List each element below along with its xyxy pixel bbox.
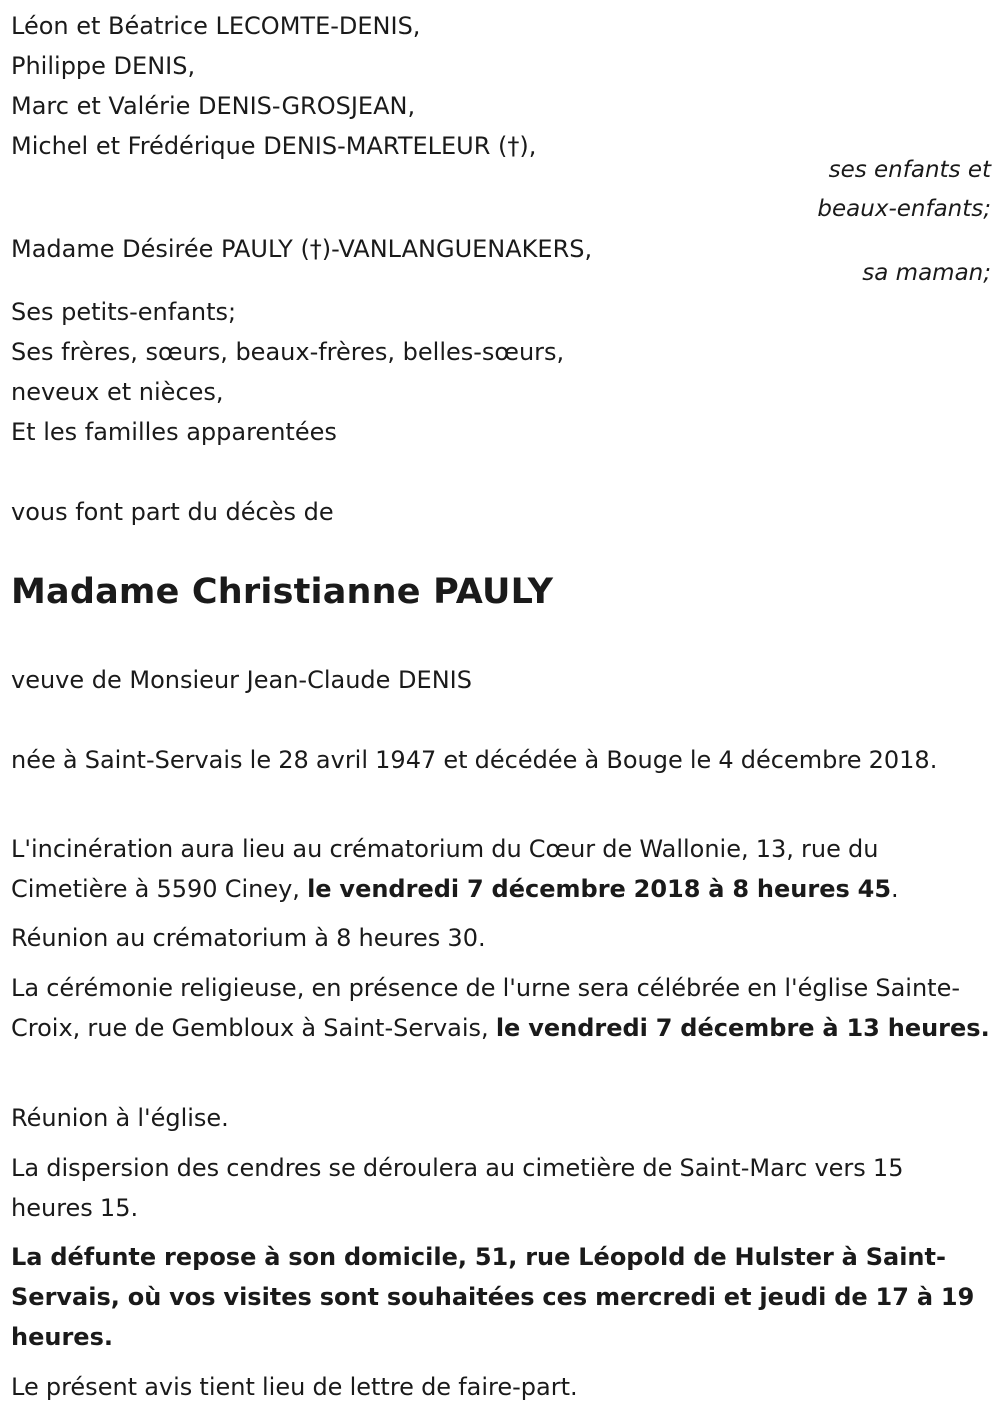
family-line-2: Philippe DENIS, — [11, 52, 196, 80]
rest-at-home: La défunte repose à son domicile, 51, rue Léopold de Hulster à Saint-Servais, où vos visites sont souhaitées ces mercredi et jeudi de 17 à 19 heures. — [11, 1243, 975, 1351]
incineration-date: le vendredi 7 décembre 2018 à 8 heures 45 — [307, 875, 892, 903]
family-line-3: Marc et Valérie DENIS-GROSJEAN, — [11, 92, 416, 120]
incineration-paragraph — [11, 829, 991, 909]
family-line-1: Léon et Béatrice LECOMTE-DENIS, — [11, 12, 421, 40]
obituary-notice — [11, 0, 991, 1421]
reunion-church: Réunion à l'église. — [11, 1104, 229, 1132]
dispersion: La dispersion des cendres se déroulera au cimetière de Saint-Marc vers 15 heures 15. — [11, 1154, 904, 1222]
incineration-end: . — [891, 875, 899, 903]
widow-of: veuve de Monsieur Jean-Claude DENIS — [11, 666, 472, 694]
ceremony-date: le vendredi 7 décembre à 13 heures. — [495, 1014, 990, 1042]
others-line-1: Ses petits-enfants; — [11, 298, 237, 326]
deceased-name: Madame Christianne PAULY — [11, 572, 554, 612]
mother-relation: sa maman; — [862, 260, 991, 286]
others-line-4: Et les familles apparentées — [11, 418, 337, 446]
others-line-2: Ses frères, sœurs, beaux-frères, belles-sœurs, — [11, 338, 565, 366]
family-line-4: Michel et Frédérique DENIS-MARTELEUR (†), — [11, 132, 537, 160]
ceremony-text: La cérémonie religieuse, en présence de l'urne sera célébrée en l'église Sainte-Croix, rue de Gembloux à Saint-Servais, — [11, 974, 960, 1042]
birth-death: née à Saint-Servais le 28 avril 1947 et décédée à Bouge le 4 décembre 2018. — [11, 746, 938, 774]
ceremony-paragraph — [11, 968, 991, 1048]
announcement: vous font part du décès de — [11, 498, 334, 526]
children-relation-line-2: beaux-enfants; — [817, 196, 991, 222]
mother-line: Madame Désirée PAULY (†)-VANLANGUENAKERS, — [11, 235, 593, 263]
closing-note: Le présent avis tient lieu de lettre de faire-part. — [11, 1373, 578, 1401]
children-relation-line-1: ses enfants et — [828, 157, 991, 183]
others-line-3: neveux et nièces, — [11, 378, 224, 406]
reunion-crematorium: Réunion au crématorium à 8 heures 30. — [11, 924, 486, 952]
incineration-text: L'incinération aura lieu au crématorium du Cœur de Wallonie, 13, rue du Cimetière à 5590 Ciney, — [11, 835, 879, 903]
